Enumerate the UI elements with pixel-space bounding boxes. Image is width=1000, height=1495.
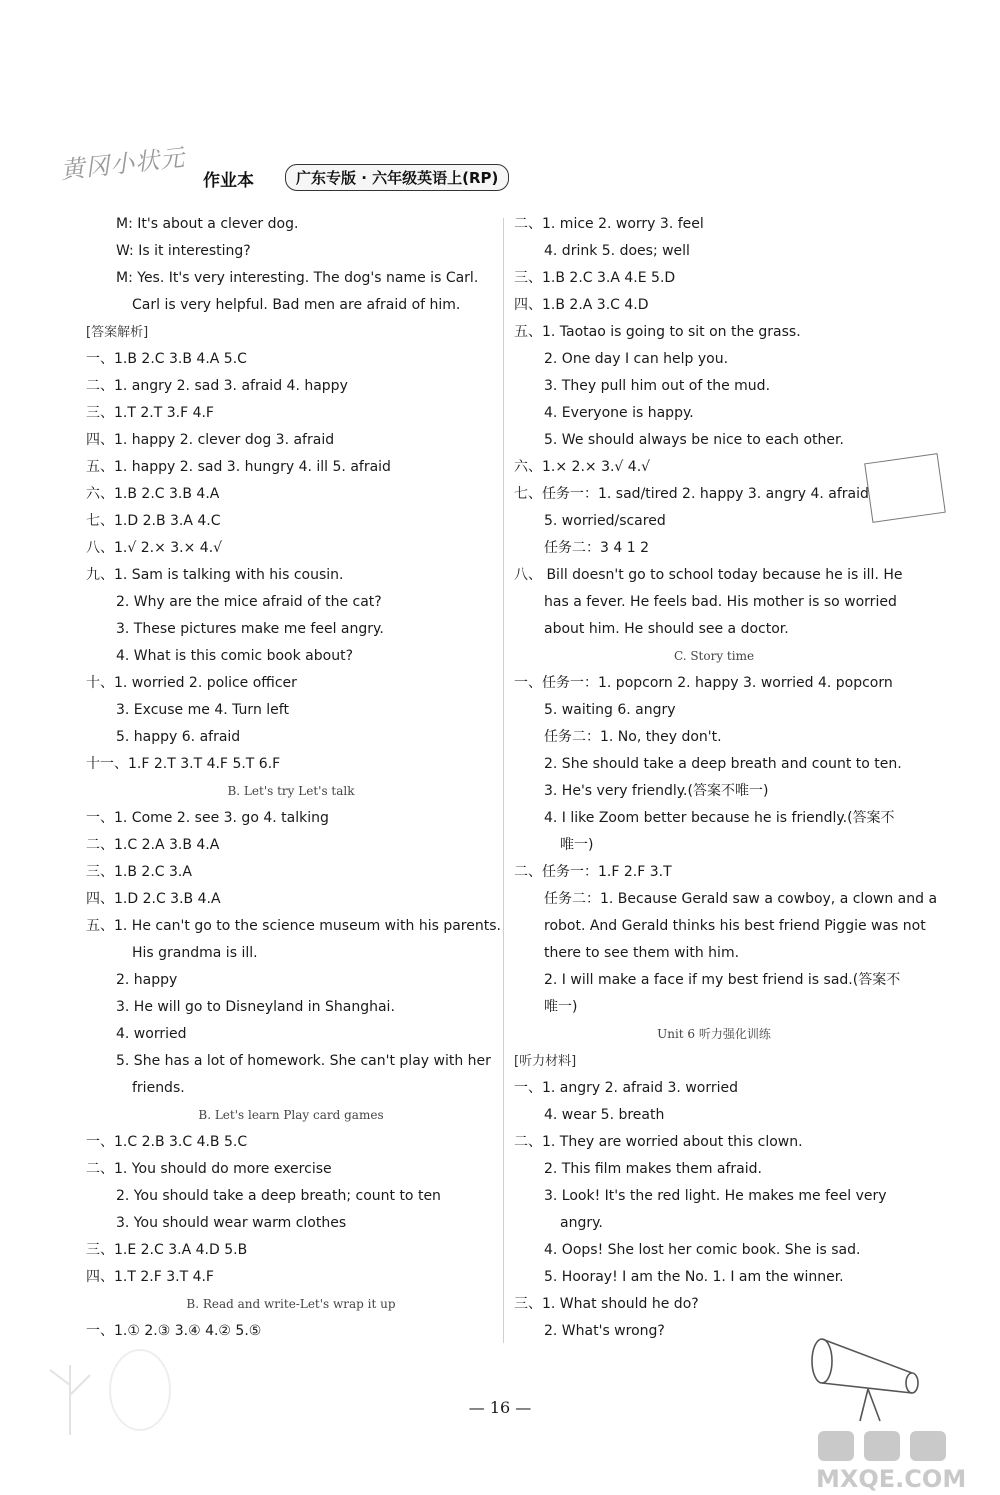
edition-badge: 广东专版 · 六年级英语上(RP) [285, 164, 509, 191]
answer-line: there to see them with him. [544, 945, 740, 961]
answer-line: robot. And Gerald thinks his best friend Piggie was not [544, 918, 926, 934]
workbook-title: 作业本 [203, 171, 254, 191]
answer-line: 一、任务一：1. popcorn 2. happy 3. worried 4. popcorn [514, 675, 893, 691]
answer-line: W: Is it interesting? [116, 243, 251, 259]
answer-line: 3. He's very friendly.(答案不唯一) [544, 783, 769, 799]
answer-line: 二、1. angry 2. sad 3. afraid 4. happy [86, 378, 348, 394]
answer-line: 唯一) [560, 837, 594, 853]
answer-line: 二、1.C 2.A 3.B 4.A [86, 837, 220, 853]
answer-line: 任务二：3 4 1 2 [544, 540, 649, 556]
section-heading: C. Story time [673, 649, 755, 663]
answer-line: 五、1. He can't go to the science museum with his parents. [86, 918, 501, 934]
answer-line: 4. What is this comic book about? [116, 648, 354, 664]
answer-line: 二、1. They are worried about this clown. [514, 1134, 803, 1150]
stamp-icon [864, 453, 946, 523]
answer-line: 2. This film makes them afraid. [544, 1161, 762, 1177]
answer-line: 十、1. worried 2. police officer [86, 675, 297, 691]
answer-line: 七、任务一：1. sad/tired 2. happy 3. angry 4. afraid [514, 486, 869, 502]
answer-line: friends. [132, 1080, 185, 1096]
answer-line: 一、1.C 2.B 3.C 4.B 5.C [86, 1134, 248, 1150]
answer-line: about him. He should see a doctor. [544, 621, 789, 637]
answer-line: 六、1.B 2.C 3.B 4.A [86, 486, 220, 502]
answer-line: 唯一) [544, 999, 578, 1015]
answer-line: 十一、1.F 2.T 3.T 4.F 5.T 6.F [86, 756, 281, 772]
answer-line: 2. You should take a deep breath; count to ten [116, 1188, 441, 1204]
section-heading: Unit 6 听力强化训练 [657, 1027, 771, 1041]
column-divider [503, 218, 504, 1343]
answer-line: 4. Oops! She lost her comic book. She is sad. [544, 1242, 861, 1258]
answer-line: 一、1.B 2.C 3.B 4.A 5.C [86, 351, 247, 367]
watermark-text: MXQE.COM [816, 1465, 967, 1493]
answer-line: 二、任务一：1.F 2.F 3.T [514, 864, 672, 880]
answer-line: 七、1.D 2.B 3.A 4.C [86, 513, 221, 529]
answer-line: 2. She should take a deep breath and count to ten. [544, 756, 902, 772]
answer-line: 5. waiting 6. angry [544, 702, 676, 718]
answer-line: angry. [560, 1215, 603, 1231]
answer-line: 3. Look! It's the red light. He makes me feel very [544, 1188, 887, 1204]
answer-line: 4. I like Zoom better because he is friendly.(答案不 [544, 810, 895, 826]
answer-line: 四、1.T 2.F 3.T 4.F [86, 1269, 214, 1285]
answer-line: 五、1. Taotao is going to sit on the grass. [514, 324, 801, 340]
answer-line: M: Yes. It's very interesting. The dog's name is Carl. [116, 270, 479, 286]
answer-line: 3. Excuse me 4. Turn left [116, 702, 289, 718]
tree-illustration-icon [40, 1345, 190, 1435]
answer-line: [听力材料] [514, 1054, 577, 1069]
answer-line: M: It's about a clever dog. [116, 216, 299, 232]
answer-line: 四、1.B 2.A 3.C 4.D [514, 297, 649, 313]
answer-line: 二、1. You should do more exercise [86, 1161, 332, 1177]
answer-line: 4. wear 5. breath [544, 1107, 665, 1123]
answer-line: 2. I will make a face if my best friend is sad.(答案不 [544, 972, 901, 988]
answer-line: 2. One day I can help you. [544, 351, 729, 367]
answer-line: 3. You should wear warm clothes [116, 1215, 347, 1231]
answer-line: 六、1.× 2.× 3.√ 4.√ [514, 459, 651, 475]
answer-line: 2. What's wrong? [544, 1323, 665, 1339]
answer-line: 一、1.① 2.③ 3.④ 4.② 5.⑤ [86, 1323, 262, 1339]
answer-line: 八、 Bill doesn't go to school today because he is ill. He [514, 567, 903, 583]
page-number: — 16 — [468, 1398, 532, 1417]
answer-line: His grandma is ill. [132, 945, 258, 961]
answer-line: 三、1.B 2.C 3.A 4.E 5.D [514, 270, 676, 286]
answer-line: 2. happy [116, 972, 178, 988]
answer-line: 三、1. What should he do? [514, 1296, 699, 1312]
answer-line: 八、1.√ 2.× 3.× 4.√ [86, 540, 223, 556]
section-heading: B. Let's learn Play card games [198, 1108, 384, 1122]
answer-line: 任务二：1. No, they don't. [544, 729, 722, 745]
answer-line: 四、1. happy 2. clever dog 3. afraid [86, 432, 335, 448]
answer-line: 2. Why are the mice afraid of the cat? [116, 594, 382, 610]
answer-line: 九、1. Sam is talking with his cousin. [86, 567, 344, 583]
answer-line: 四、1.D 2.C 3.B 4.A [86, 891, 221, 907]
answer-line: 5. She has a lot of homework. She can't play with her [116, 1053, 491, 1069]
answer-line: 5. happy 6. afraid [116, 729, 241, 745]
answer-line: Carl is very helpful. Bad men are afraid of him. [132, 297, 461, 313]
answer-line: [答案解析] [86, 325, 149, 340]
brand-logo: 黄冈小状元 [59, 143, 187, 185]
section-heading: B. Let's try Let's talk [227, 784, 355, 798]
answer-line: 二、1. mice 2. worry 3. feel [514, 216, 704, 232]
answer-line: 一、1. Come 2. see 3. go 4. talking [86, 810, 329, 826]
answer-line: 4. Everyone is happy. [544, 405, 694, 421]
answer-line: 任务二：1. Because Gerald saw a cowboy, a clown and a [544, 891, 938, 907]
answer-line: 5. Hooray! I am the No. 1. I am the winner. [544, 1269, 844, 1285]
answer-line: 3. They pull him out of the mud. [544, 378, 771, 394]
answer-line: 三、1.B 2.C 3.A [86, 864, 192, 880]
answer-line: 一、1. angry 2. afraid 3. worried [514, 1080, 738, 1096]
answer-column-right [514, 211, 938, 1345]
page-header [60, 138, 540, 198]
answer-line: 三、1.T 2.T 3.F 4.F [86, 405, 214, 421]
answer-line: 5. We should always be nice to each other. [544, 432, 844, 448]
answer-column-left [86, 211, 501, 1345]
watermark-logo-icon [808, 1425, 998, 1495]
answer-line: 4. drink 5. does; well [544, 243, 690, 259]
answer-line: 4. worried [116, 1026, 187, 1042]
answer-line: 三、1.E 2.C 3.A 4.D 5.B [86, 1242, 248, 1258]
answer-line: 3. These pictures make me feel angry. [116, 621, 384, 637]
answer-line: 5. worried/scared [544, 513, 666, 529]
answer-line: 五、1. happy 2. sad 3. hungry 4. ill 5. afraid [86, 459, 391, 475]
section-heading: B. Read and write-Let's wrap it up [186, 1297, 396, 1311]
answer-line: has a fever. He feels bad. His mother is so worried [544, 594, 897, 610]
answer-line: 3. He will go to Disneyland in Shanghai. [116, 999, 395, 1015]
